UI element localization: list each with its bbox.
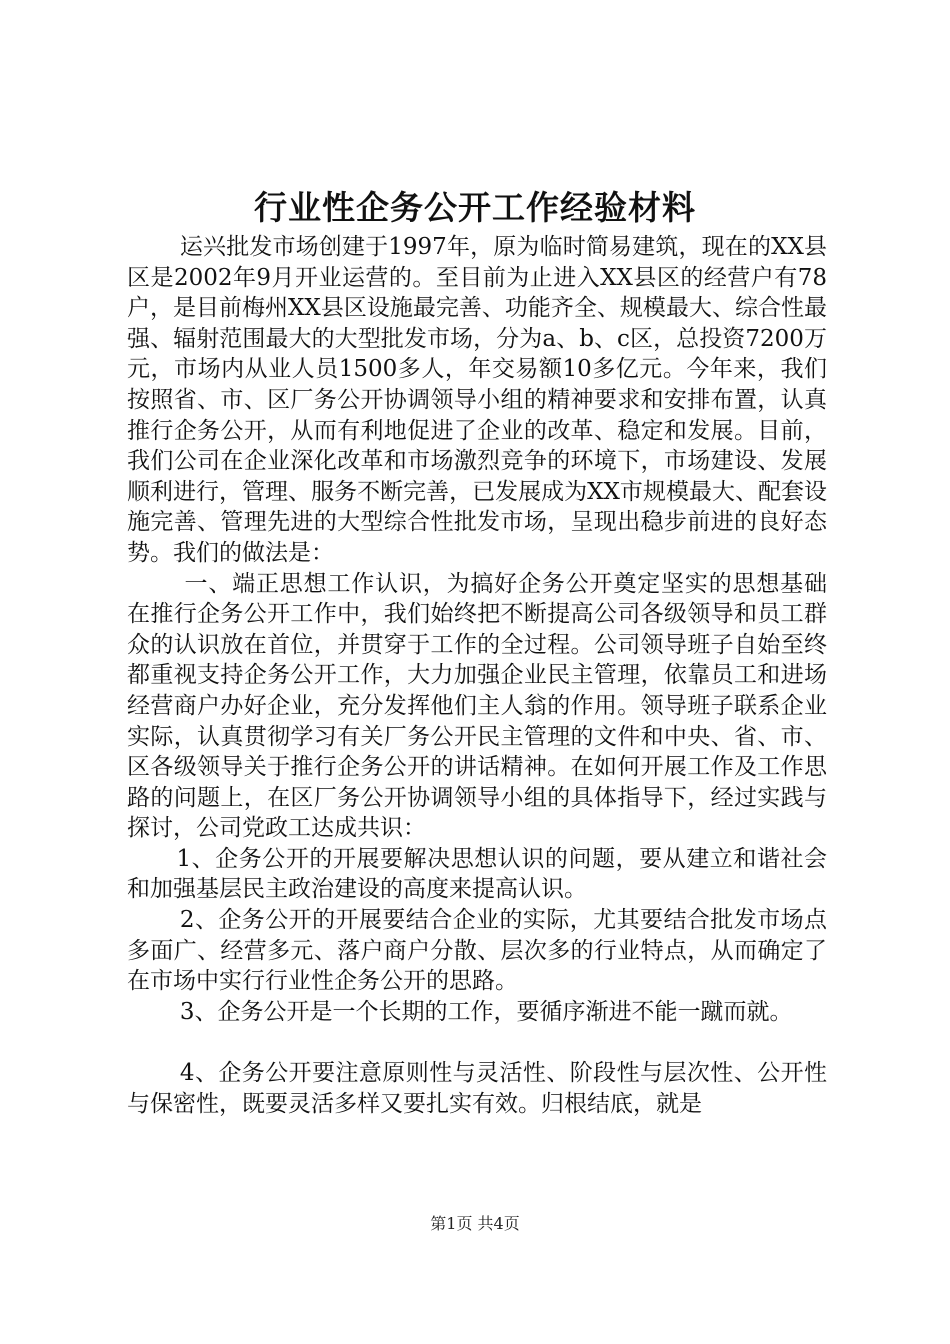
- page-number-footer: 第1页 共4页: [430, 1214, 520, 1233]
- paragraph-point-2: 2、企务公开的开展要结合企业的实际，尤其要结合批发市场点多面广、经营多元、落户商户分散、层次多的行业特点，从而确定了在市场中实行行业性企务公开的思路。: [127, 907, 827, 995]
- document-title: 行业性企务公开工作经验材料: [254, 188, 696, 227]
- paragraph-section-one: 一、端正思想工作认识，为搞好企务公开奠定坚实的思想基础在推行企务公开工作中，我们始终把不断提高公司各级领导和员工群众的认识放在首位，并贯穿于工作的全过程。公司领导班子自始至终都重视支持企务公开工作，大力加强企业民主管理，依靠员工和进场经营商户办好企业，充分发挥他们主人翁的作用。领导班子联系企业实际，认真贯彻学习有关厂务公开民主管理的文件和中央、省、市、区各级领导关于推行企务公开的讲话精神。在如何开展工作及工作思路的问题上，在区厂务公开协调领导小组的具体指导下，经过实践与探讨，公司党政工达成共识：: [127, 570, 827, 842]
- paragraph-point-4: 4、企务公开要注意原则性与灵活性、阶段性与层次性、公开性与保密性，既要灵活多样又要扎实有效。归根结底，就是: [127, 1060, 827, 1118]
- document-body: [127, 232, 827, 1120]
- paragraph-point-3: 3、企务公开是一个长期的工作，要循序渐进不能一蹴而就。: [179, 998, 793, 1025]
- paragraph-spacer: [127, 1027, 827, 1058]
- paragraph-point-1: 1、企务公开的开展要解决思想认识的问题，要从建立和谐社会和加强基层民主政治建设的高度来提高认识。: [127, 845, 827, 903]
- paragraph-intro: 运兴批发市场创建于1997年，原为临时简易建筑，现在的XX县区是2002年9月开业运营的。至目前为止进入XX县区的经营户有78户，是目前梅州XX县区设施最完善、功能齐全、规模最大、综合性最强、辐射范围最大的大型批发市场，分为a、b、c区，总投资7200万元，市场内从业人员1500多人，年交易额10多亿元。今年来，我们按照省、市、区厂务公开协调领导小组的精神要求和安排布置，认真推行企务公开，从而有利地促进了企业的改革、稳定和发展。目前，我们公司在企业深化改革和市场激烈竞争的环境下，市场建设、发展顺利进行，管理、服务不断完善，已发展成为XX市规模最大、配套设施完善、管理先进的大型综合性批发市场，呈现出稳步前进的良好态势。我们的做法是：: [127, 234, 827, 566]
